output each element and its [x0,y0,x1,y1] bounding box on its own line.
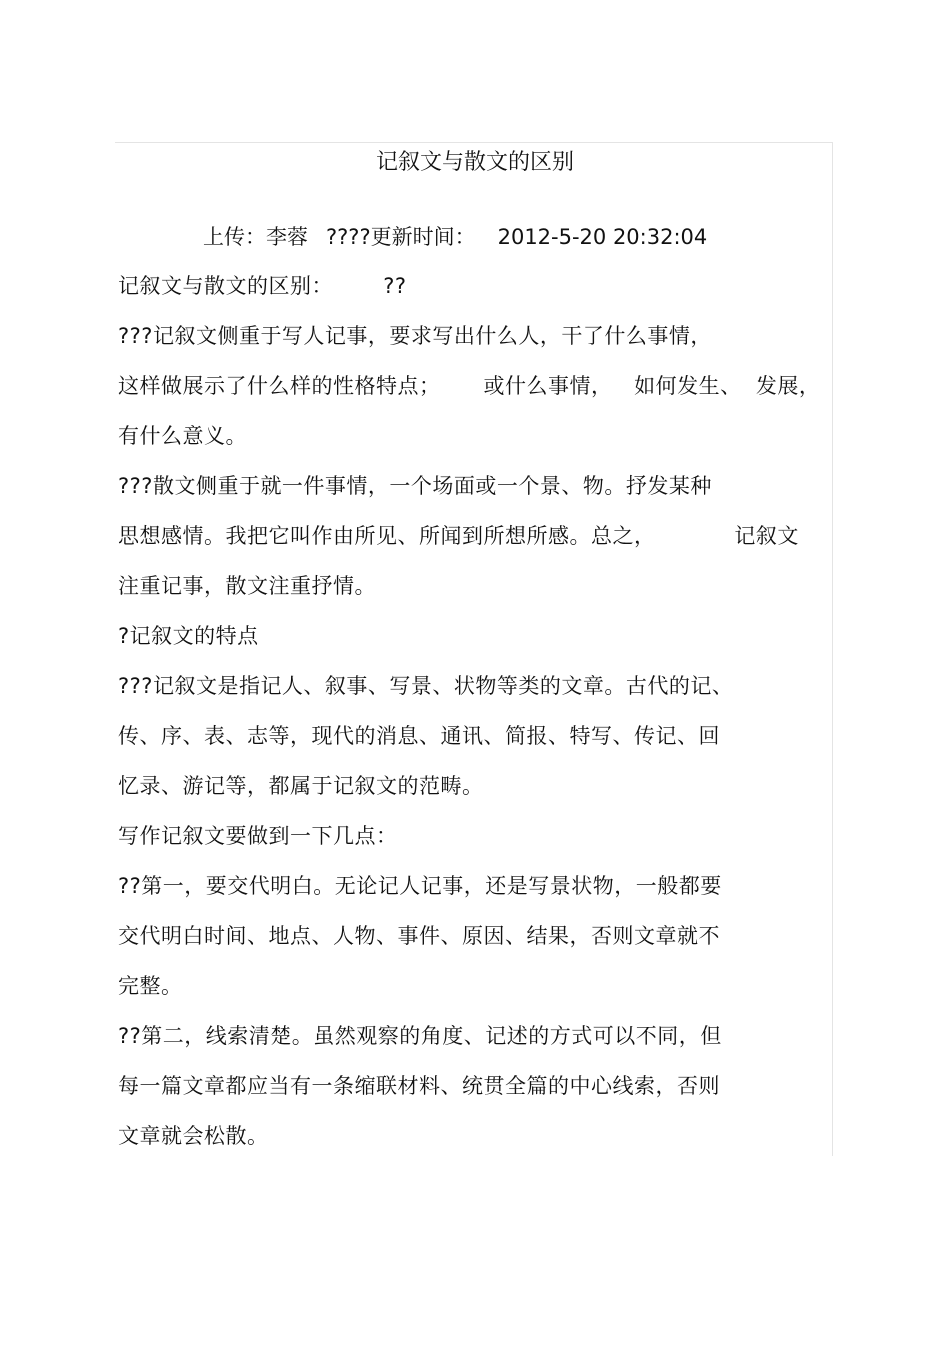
page-title: 记叙文与散文的区别 [375,150,574,175]
text-line: 每一篇文章都应当有一条缩联材料、统贯全篇的中心线索，否则 [118,1074,720,1098]
text-line: 思想感情。我把它叫作由所见、所闻到所想所感。总之， 记叙文 [118,524,799,548]
text-line: 完整。 [118,974,183,998]
text-line: ???记叙文侧重于写人记事，要求写出什么人，干了什么事情， [118,324,712,348]
text-line: 传、序、表、志等，现代的消息、通讯、简报、特写、传记、回 [118,724,720,748]
text-line: ??第一，要交代明白。无论记人记事，还是写景状物，一般都要 [118,874,722,898]
updated-label: 更新时间： [370,225,476,249]
upload-info [203,222,707,252]
text-line: 交代明白时间、地点、人物、事件、原因、结果，否则文章就不 [118,924,720,948]
uploader-label: 上传： [203,225,266,249]
text-line: ???记叙文是指记人、叙事、写景、状物等类的文章。古代的记、 [118,674,734,698]
text-line: 写作记叙文要做到一下几点： [118,824,398,848]
text-line: 这样做展示了什么样的性格特点； 或什么事情， 如何发生、 发展， [118,374,821,398]
uploader-name: 李蓉 [266,225,308,249]
text-line: 记叙文与散文的区别： ?? [118,274,407,298]
section-heading: ?记叙文的特点 [118,624,259,648]
meta-marks: ???? [326,225,371,249]
updated-time: 2012-5-20 20:32:04 [497,225,708,249]
text-line: 有什么意义。 [118,424,247,448]
text-line: 文章就会松散。 [118,1124,269,1148]
text-line: 忆录、游记等，都属于记叙文的范畴。 [118,774,484,798]
text-line: ??第二，线索清楚。虽然观察的角度、记述的方式可以不同，但 [118,1024,722,1048]
text-line: 注重记事，散文注重抒情。 [118,574,376,598]
text-line: ???散文侧重于就一件事情，一个场面或一个景、物。抒发某种 [118,474,712,498]
